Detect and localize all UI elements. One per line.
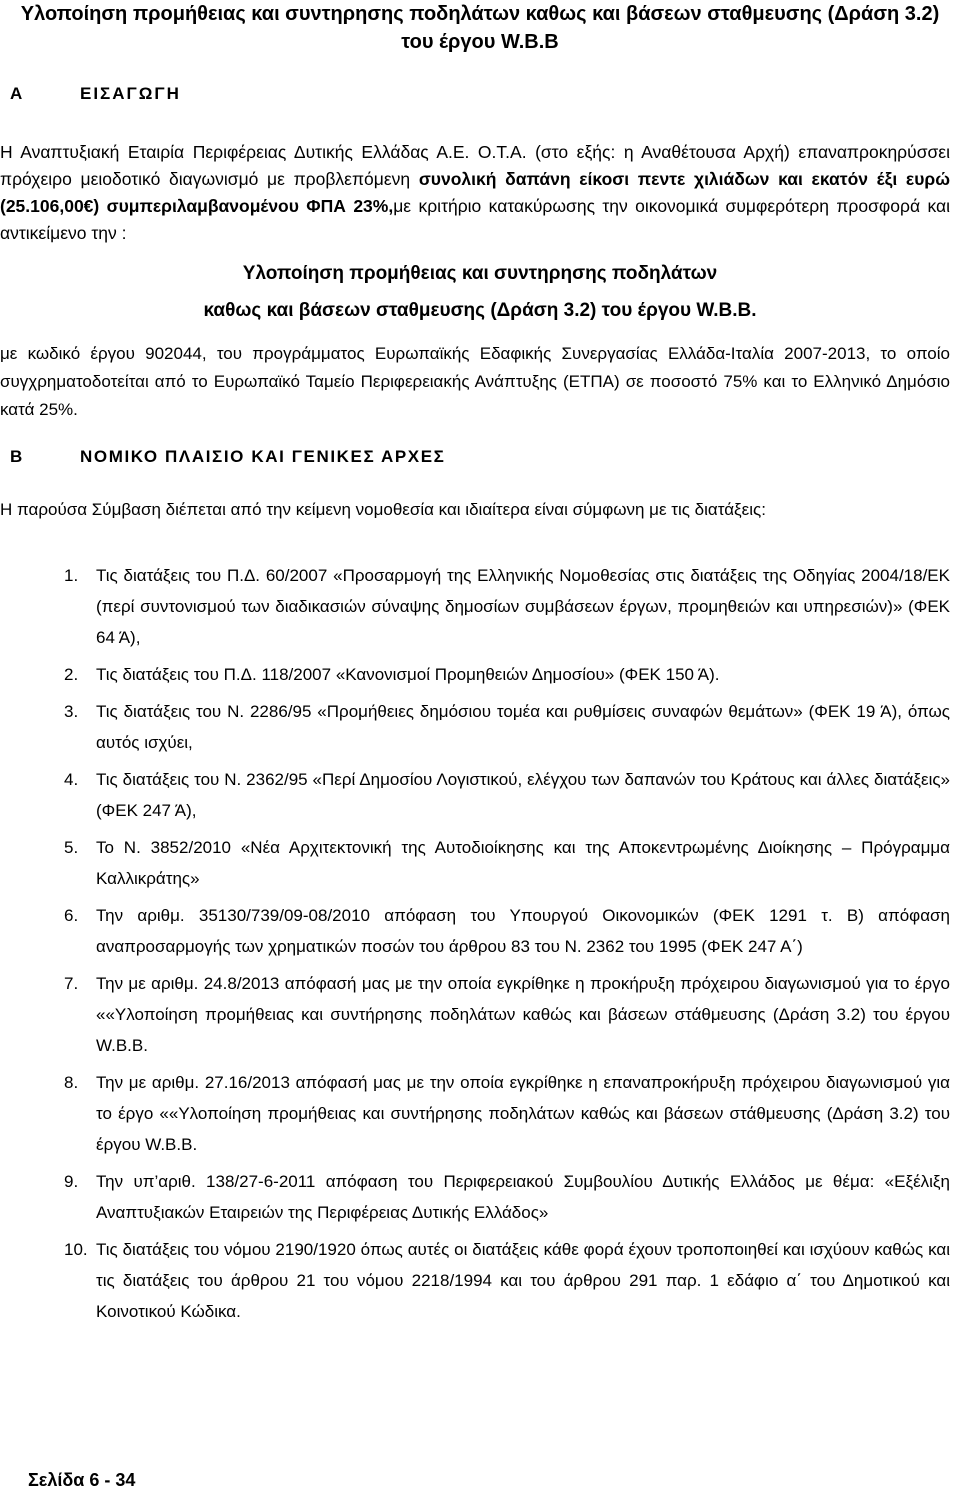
list-item-number: 3. [64,702,79,721]
list-item-text: Τις διατάξεις του Π.Δ. 118/2007 «Κανονισμοί Προμηθειών Δημοσίου» (ΦΕΚ 150 Ά). [96,665,720,684]
list-item [0,1234,950,1327]
list-item-number: 8. [64,1073,79,1092]
intro-text-part1: Η Αναπτυξιακή Εταιρία Περιφέρειας Δυτικής Ελλάδας Α.Ε. Ο.Τ.Α. (στο εξής: η Αναθέτουσα Αρχή) επαναπροκηρύσσει πρόχειρο μειοδοτικό διαγωνισμό με προβλεπόμενη [0,142,950,189]
list-item [0,1166,950,1228]
document-header [0,0,960,56]
list-item-number: 2. [64,665,79,684]
subject-title-line1: Υλοποίηση προμήθειας και συντηρησης ποδηλάτων [242,263,718,284]
list-item-text: Τις διατάξεις του νόμου 2190/1920 όπως αυτές οι διατάξεις κάθε φορά έχουν τροποποιηθεί και ισχύουν καθώς και τις διατάξεις του άρθρου 21 του νόμου 2218/1994 και του άρθρου 291 παρ. 1 εδάφιο α΄ του Δημοτικού και Κοινοτικού Κώδικα. [96,1240,950,1321]
list-item-text: Την αριθμ. 35130/739/09-08/2010 απόφαση του Υπουργού Οικονομικών (ΦΕΚ 1291 τ. Β) απόφαση αναπροσαρμογής των χρηματικών ποσών του άρθρου 83 του Ν. 2362 του 1995 (ΦΕΚ 247 Α΄) [96,906,950,956]
list-item-text: Το Ν. 3852/2010 «Νέα Αρχιτεκτονική της Αυτοδιοίκησης και της Αποκεντρωμένης Διοίκησης – Πρόγραμμα Καλλικράτης» [96,838,950,888]
section-b-letter: Β [10,447,23,466]
list-item [0,764,950,826]
section-a-title: ΕΙΣΑΓΩΓΗ [80,84,181,103]
header-title-line2: του έργου W.B.B [401,31,559,53]
list-item [0,900,950,962]
intro-text-part2: με κριτήριο κατακύρωσης την οικονομικά συμφερότερη προσφορά και αντικείμενο την : [0,196,950,243]
list-item-text: Τις διατάξεις του Ν. 2362/95 «Περί Δημοσίου Λογιστικού, ελέγχου των δαπανών του Κράτους και άλλες διατάξεις» (ΦΕΚ 247 Ά), [96,770,950,820]
page-number: Σελίδα 6 - 34 [28,1470,136,1490]
list-item-number: 6. [64,906,79,925]
section-a-heading [10,84,181,104]
list-item-number: 9. [64,1172,79,1191]
list-item-number: 5. [64,838,79,857]
section-b-heading [10,447,445,467]
provisions-list [0,560,950,1333]
subject-title-line2: καθως και βάσεων σταθμευσης (Δράση 3.2) του έργου W.B.B. [203,300,757,321]
header-title-line1: Υλοποίηση προμήθειας και συντηρησης ποδηλάτων καθως και βάσεων σταθμευσης (Δράση 3.2) [20,3,940,25]
list-item [0,1067,950,1160]
intro-text-bold: συνολική δαπάνη είκοσι πεντε χιλιάδων και εκατόν έξι ευρώ (25.106,00€) συμπεριλαμβανομένου ΦΠΑ 23%, [0,169,950,216]
list-item-text: Την με αριθμ. 24.8/2013 απόφασή μας με την οποία εγκρίθηκε η προκήρυξη πρόχειρου διαγωνισμού για το έργο ««Υλοποίηση προμήθειας και συντήρησης ποδηλάτων καθώς και βάσεων στάθμευσης (Δράση 3.2) του έργου W.B.B. [96,974,950,1055]
project-code-paragraph: με κωδικό έργου 902044, του προγράμματος Ευρωπαϊκής Εδαφικής Συνεργασίας Ελλάδα-Ιταλία 2007-2013, το οποίο συγχρηματοδοτείται από το Ευρωπαϊκό Ταμείο Περιφερειακής Ανάπτυξης (ΕΤΠΑ) σε ποσοστό 75% και το Ελληνικό Δημόσιο κατά 25%. [0,344,950,419]
list-item-number: 10. [64,1240,88,1259]
legal-framework-intro: Η παρούσα Σύμβαση διέπεται από την κείμενη νομοθεσία και ιδιαίτερα είναι σύμφωνη με τις διατάξεις: [0,500,766,519]
list-item-text: Τις διατάξεις του Π.Δ. 60/2007 «Προσαρμογή της Ελληνικής Νομοθεσίας στις διατάξεις της Οδηγίας 2004/18/ΕΚ (περί συντονισμού των διαδικασιών σύναψης δημοσίων συμβάσεων έργων, προμηθειών και υπηρεσιών)» (ΦΕΚ 64 Ά), [96,566,950,647]
intro-paragraph [0,139,950,247]
section-a-letter: Α [10,84,23,103]
list-item-text: Την υπ’αριθ. 138/27-6-2011 απόφαση του Περιφερειακού Συμβουλίου Δυτικής Ελλάδος με θέμα: «Εξέλιξη Αναπτυξιακών Εταιρειών της Περιφέρειας Δυτικής Ελλάδος» [96,1172,950,1222]
list-item-number: 7. [64,974,79,993]
list-item [0,560,950,653]
list-item-number: 1. [64,566,79,585]
section-b-title: ΝΟΜΙΚΟ ΠΛΑΙΣΙΟ ΚΑΙ ΓΕΝΙΚΕΣ ΑΡΧΕΣ [80,447,446,466]
list-item-text: Τις διατάξεις του Ν. 2286/95 «Προμήθειες δημόσιου τομέα και ρυθμίσεις συναφών θεμάτων» (ΦΕΚ 19 Ά), όπως αυτός ισχύει, [96,702,950,752]
list-item [0,659,950,690]
list-item [0,696,950,758]
list-item [0,832,950,894]
list-item-number: 4. [64,770,79,789]
list-item [0,968,950,1061]
list-item-text: Την με αριθμ. 27.16/2013 απόφασή μας με την οποία εγκρίθηκε η επαναπροκήρυξη πρόχειρου διαγωνισμού για το έργο ««Υλοποίηση προμήθειας και συντήρησης ποδηλάτων καθώς και βάσεων στάθμευσης (Δράση 3.2) του έργου W.B.B. [96,1073,950,1154]
